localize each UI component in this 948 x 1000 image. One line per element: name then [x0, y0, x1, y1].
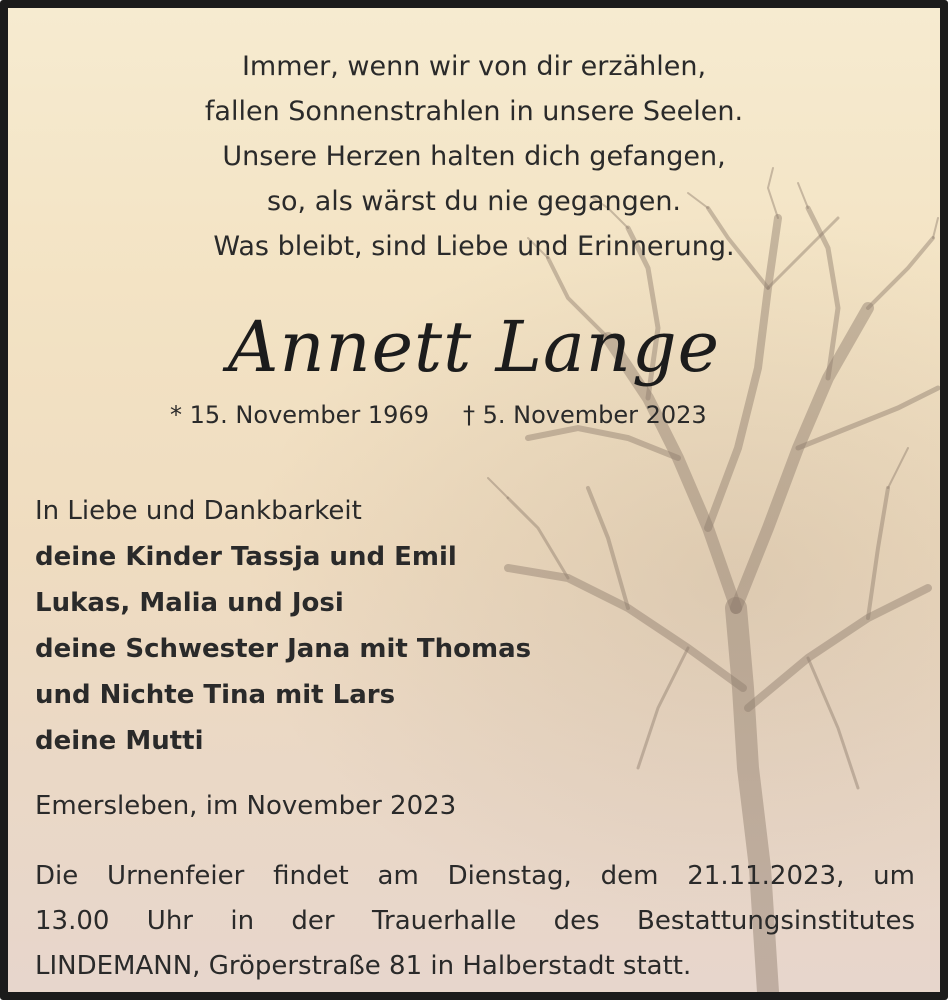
poem-line: Immer, wenn wir von dir erzählen,	[241, 51, 707, 82]
mourner-line: Lukas, Malia und Josi	[35, 588, 344, 618]
service-line: Die Urnenfeier findet am Dienstag, dem 21.11.2023, um	[35, 861, 915, 891]
funeral-service-info	[35, 854, 915, 989]
mourner-line: deine Schwester Jana mit Thomas	[35, 634, 532, 664]
mourner-line: deine Mutti	[35, 726, 204, 756]
birth-date: * 15. November 1969	[170, 401, 429, 429]
deceased-name: Annett Lange	[227, 306, 721, 388]
place-and-date: Emersleben, im November 2023	[35, 791, 457, 821]
mourner-line: und Nichte Tina mit Lars	[35, 680, 396, 710]
mourners-intro: In Liebe und Dankbarkeit	[35, 496, 362, 526]
service-line: LINDEMANN, Gröperstraße 81 in Halberstadt statt.	[35, 951, 692, 981]
poem-line: fallen Sonnenstrahlen in unsere Seelen.	[204, 96, 744, 127]
poem-line: Was bleibt, sind Liebe und Erinnerung.	[213, 231, 735, 262]
death-date: † 5. November 2023	[462, 401, 707, 429]
life-dates	[170, 398, 707, 432]
poem-line: so, als wärst du nie gegangen.	[266, 186, 682, 217]
mourner-line: deine Kinder Tassja und Emil	[35, 542, 457, 572]
memorial-poem	[8, 44, 940, 269]
mourners-list	[35, 488, 531, 764]
service-line: 13.00 Uhr in der Trauerhalle des Bestattungsinstitutes	[35, 906, 915, 936]
poem-line: Unsere Herzen halten dich gefangen,	[222, 141, 726, 172]
